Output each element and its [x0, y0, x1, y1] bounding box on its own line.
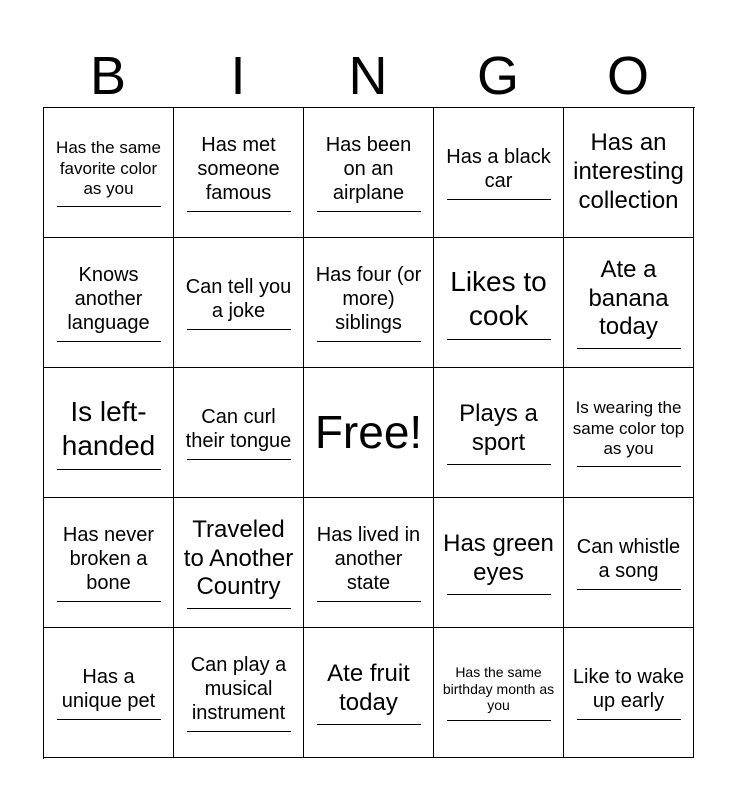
signature-line — [57, 601, 161, 602]
header-letter-b: B — [89, 46, 127, 106]
cell-text: Is wearing the same color top as you — [572, 398, 685, 459]
cell-text: Likes to cook — [450, 266, 547, 331]
cell-text: Has four (or more) siblings — [315, 264, 422, 334]
cell-text: Is left-handed — [61, 396, 156, 461]
cell-text: Has a unique pet — [61, 666, 156, 712]
signature-line — [577, 466, 681, 467]
signature-line — [317, 601, 421, 602]
signature-line — [447, 199, 551, 200]
bingo-cell[interactable] — [174, 238, 304, 368]
bingo-cell[interactable] — [434, 368, 564, 498]
cell-text: Has the same favorite color as you — [56, 138, 161, 199]
signature-line — [57, 206, 161, 207]
signature-line — [447, 339, 551, 340]
bingo-cell[interactable] — [44, 628, 174, 758]
bingo-cell[interactable] — [434, 108, 564, 238]
bingo-cell[interactable] — [174, 368, 304, 498]
bingo-cell[interactable] — [564, 108, 694, 238]
cell-text: Can play a musical instrument — [190, 654, 287, 724]
signature-line — [447, 464, 551, 465]
bingo-cell[interactable] — [434, 498, 564, 628]
cell-text: Has a black car — [446, 146, 551, 192]
signature-line — [317, 211, 421, 212]
free-space-text: Free! — [314, 405, 423, 458]
bingo-cell[interactable] — [44, 368, 174, 498]
signature-line — [447, 720, 551, 721]
signature-line — [187, 211, 291, 212]
signature-line — [577, 348, 681, 349]
cell-text: Like to wake up early — [572, 666, 685, 712]
header-letter-n: N — [348, 46, 388, 106]
cell-text: Has lived in another state — [316, 524, 421, 594]
signature-line — [187, 608, 291, 609]
header-letter-o: O — [606, 46, 649, 106]
signature-line — [57, 341, 161, 342]
bingo-header — [43, 46, 693, 106]
bingo-cell[interactable] — [564, 628, 694, 758]
bingo-cell[interactable] — [174, 498, 304, 628]
bingo-cell[interactable] — [434, 238, 564, 368]
cell-text: Has met someone famous — [197, 134, 280, 204]
cell-text: Ate fruit today — [327, 660, 410, 716]
cell-text: Plays a sport — [459, 400, 538, 456]
signature-line — [57, 719, 161, 720]
bingo-cell[interactable] — [564, 368, 694, 498]
bingo-cell[interactable] — [304, 238, 434, 368]
bingo-cell[interactable] — [434, 628, 564, 758]
bingo-cell[interactable] — [44, 498, 174, 628]
cell-text: Can curl their tongue — [185, 406, 292, 452]
signature-line — [577, 589, 681, 590]
bingo-grid — [43, 107, 695, 759]
free-space-cell[interactable] — [304, 368, 434, 498]
signature-line — [187, 329, 291, 330]
cell-text: Has the same birthday month as you — [442, 663, 555, 714]
bingo-cell[interactable] — [44, 238, 174, 368]
signature-line — [187, 459, 291, 460]
signature-line — [57, 469, 161, 470]
cell-text: Has been on an airplane — [325, 134, 412, 204]
bingo-cell[interactable] — [304, 498, 434, 628]
bingo-cell[interactable] — [174, 628, 304, 758]
signature-line — [577, 719, 681, 720]
header-letter-g: G — [476, 46, 519, 106]
cell-text: Has an interesting collection — [573, 129, 684, 214]
bingo-cell[interactable] — [304, 628, 434, 758]
cell-text: Can tell you a joke — [185, 276, 292, 322]
signature-line — [187, 731, 291, 732]
cell-text: Has never broken a bone — [62, 524, 155, 594]
cell-text: Traveled to Another Country — [183, 515, 294, 601]
cell-text: Knows another language — [67, 264, 150, 334]
signature-line — [317, 341, 421, 342]
bingo-cell[interactable] — [44, 108, 174, 238]
bingo-cell[interactable] — [174, 108, 304, 238]
signature-line — [317, 724, 421, 725]
cell-text: Ate a banana today — [588, 255, 669, 341]
signature-line — [447, 594, 551, 595]
cell-text: Can whistle a song — [576, 536, 681, 582]
cell-text: Has green eyes — [443, 530, 554, 586]
header-letter-i: I — [230, 46, 246, 106]
bingo-cell[interactable] — [564, 498, 694, 628]
bingo-cell[interactable] — [564, 238, 694, 368]
bingo-cell[interactable] — [304, 108, 434, 238]
